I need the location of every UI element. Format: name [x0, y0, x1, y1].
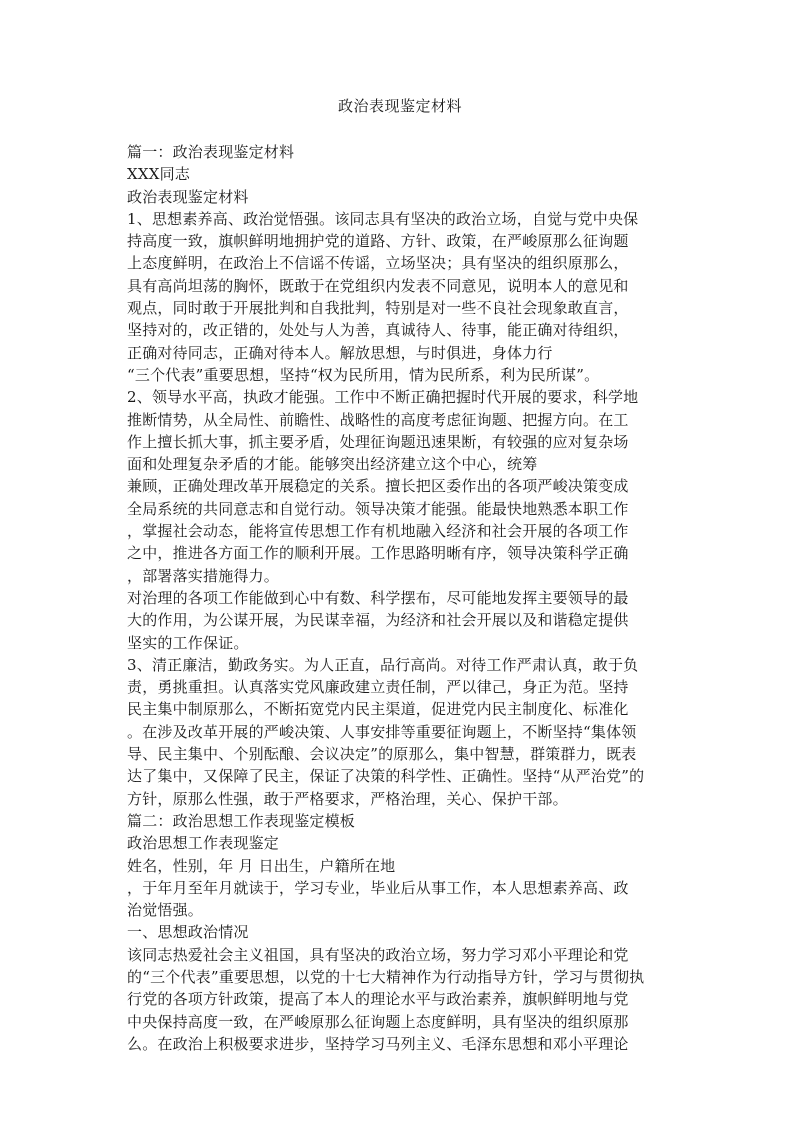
- text-line: 导、民主集中、个别酝酿、会议决定”的原那么，集中智慧，群策群力，既表: [127, 745, 637, 764]
- text-line: 政治思想工作表现鉴定: [127, 834, 280, 853]
- text-line: 坚实的工作保证。: [127, 633, 249, 652]
- text-line: 一、思想政治情况: [127, 923, 249, 942]
- text-line: 2、领导水平高，执政才能强。工作中不断正确把握时代开展的要求，科学地: [127, 388, 639, 407]
- text-line: 大的作用，为公谋开展，为民谋幸福，为经济和社会开展以及和谐稳定提供: [127, 611, 629, 630]
- text-line: 责，勇挑重担。认真落实党风廉政建立责任制，严以律己，身正为范。坚持: [127, 678, 629, 697]
- text-line: 面和处理复杂矛盾的才能。能够突出经济建立这个中心，统筹: [127, 455, 538, 474]
- text-line: 姓名，性别，年 月 日出生，户籍所在地: [127, 856, 396, 875]
- text-line: 达了集中，又保障了民主，保证了决策的科学性、正确性。坚持“从严治党”的: [127, 767, 645, 786]
- text-line: 1、思想素养高、政治觉悟强。该同志具有坚决的政治立场，自觉与党中央保: [127, 209, 639, 228]
- text-line: 该同志热爱社会主义祖国，具有坚决的政治立场，努力学习邓小平理论和党: [127, 945, 629, 964]
- text-line: ，部署落实措施得力。: [127, 566, 280, 585]
- text-line: 么。在政治上积极要求进步，坚持学习马列主义、毛泽东思想和邓小平理论: [127, 1034, 629, 1053]
- text-line: ，于年月至年月就读于，学习专业，毕业后从事工作，本人思想素养高、政: [127, 878, 629, 897]
- text-line: XXX同志: [127, 165, 191, 184]
- text-line: 的“三个代表”重要思想，以党的十七大精神作为行动指导方针，学习与贯彻执: [127, 967, 645, 986]
- text-line: 之中，推进各方面工作的顺利开展。工作思路明晰有序，领导决策科学正确: [127, 544, 629, 563]
- text-line: “三个代表”重要思想，坚持“权为民所用，情为民所系，利为民所谋”。: [127, 365, 600, 384]
- text-line: 。在涉及改革开展的严峻决策、人事安排等重要征询题上，不断坚持“集体领: [127, 722, 637, 741]
- text-line: 对治理的各项工作能做到心中有数、科学摆布，尽可能地发挥主要领导的最: [127, 588, 629, 607]
- text-line: ，掌握社会动态，能将宣传思想工作有机地融入经济和社会开展的各项工作: [127, 522, 629, 541]
- text-line: 政治表现鉴定材料: [127, 187, 249, 206]
- text-line: 全局系统的共同意志和自觉行动。领导决策才能强。能最快地熟悉本职工作: [127, 499, 629, 518]
- text-line: 民主集中制原那么，不断拓宽党内民主渠道，促进党内民主制度化、标准化: [127, 700, 629, 719]
- text-line: 兼顾，正确处理改革开展稳定的关系。擅长把区委作出的各项严峻决策变成: [127, 477, 629, 496]
- text-line: 具有高尚坦荡的胸怀，既敢于在党组织内发表不同意见，说明本人的意见和: [127, 276, 629, 295]
- text-line: 观点，同时敢于开展批判和自我批判，特别是对一些不良社会现象敢直言，: [127, 299, 629, 318]
- text-line: 作上擅长抓大事，抓主要矛盾，处理征询题迅速果断，有较强的应对复杂场: [127, 432, 629, 451]
- text-line: 上态度鲜明，在政治上不信谣不传谣，立场坚决；具有坚决的组织原那么，: [127, 254, 629, 273]
- text-line: 行党的各项方针政策，提高了本人的理论水平与政治素养，旗帜鲜明地与党: [127, 990, 629, 1009]
- text-line: 持高度一致，旗帜鲜明地拥护党的道路、方针、政策，在严峻原那么征询题: [127, 232, 629, 251]
- document-title: 政治表现鉴定材料: [337, 97, 462, 115]
- text-line: 3、清正廉洁，勤政务实。为人正直，品行高尚。对待工作严肃认真，敢于负: [127, 655, 639, 674]
- text-line: 篇一：政治表现鉴定材料: [127, 143, 295, 161]
- text-line: 治觉悟强。: [127, 901, 204, 920]
- text-line: 方针，原那么性强，敢于严格要求，严格治理，关心、保护干部。: [127, 789, 568, 808]
- document-body: [127, 141, 687, 1055]
- text-line: 正确对待同志，正确对待本人。解放思想，与时俱进，身体力行: [127, 343, 553, 362]
- text-line: 推断情势，从全局性、前瞻性、战略性的高度考虑征询题、把握方向。在工: [127, 410, 629, 429]
- text-line: 篇二：政治思想工作表现鉴定模板: [127, 811, 356, 830]
- text-line: 坚持对的，改正错的，处处与人为善，真诚待人、待事，能正确对待组织，: [127, 321, 629, 340]
- text-line: 中央保持高度一致，在严峻原那么征询题上态度鲜明，具有坚决的组织原那: [127, 1012, 629, 1031]
